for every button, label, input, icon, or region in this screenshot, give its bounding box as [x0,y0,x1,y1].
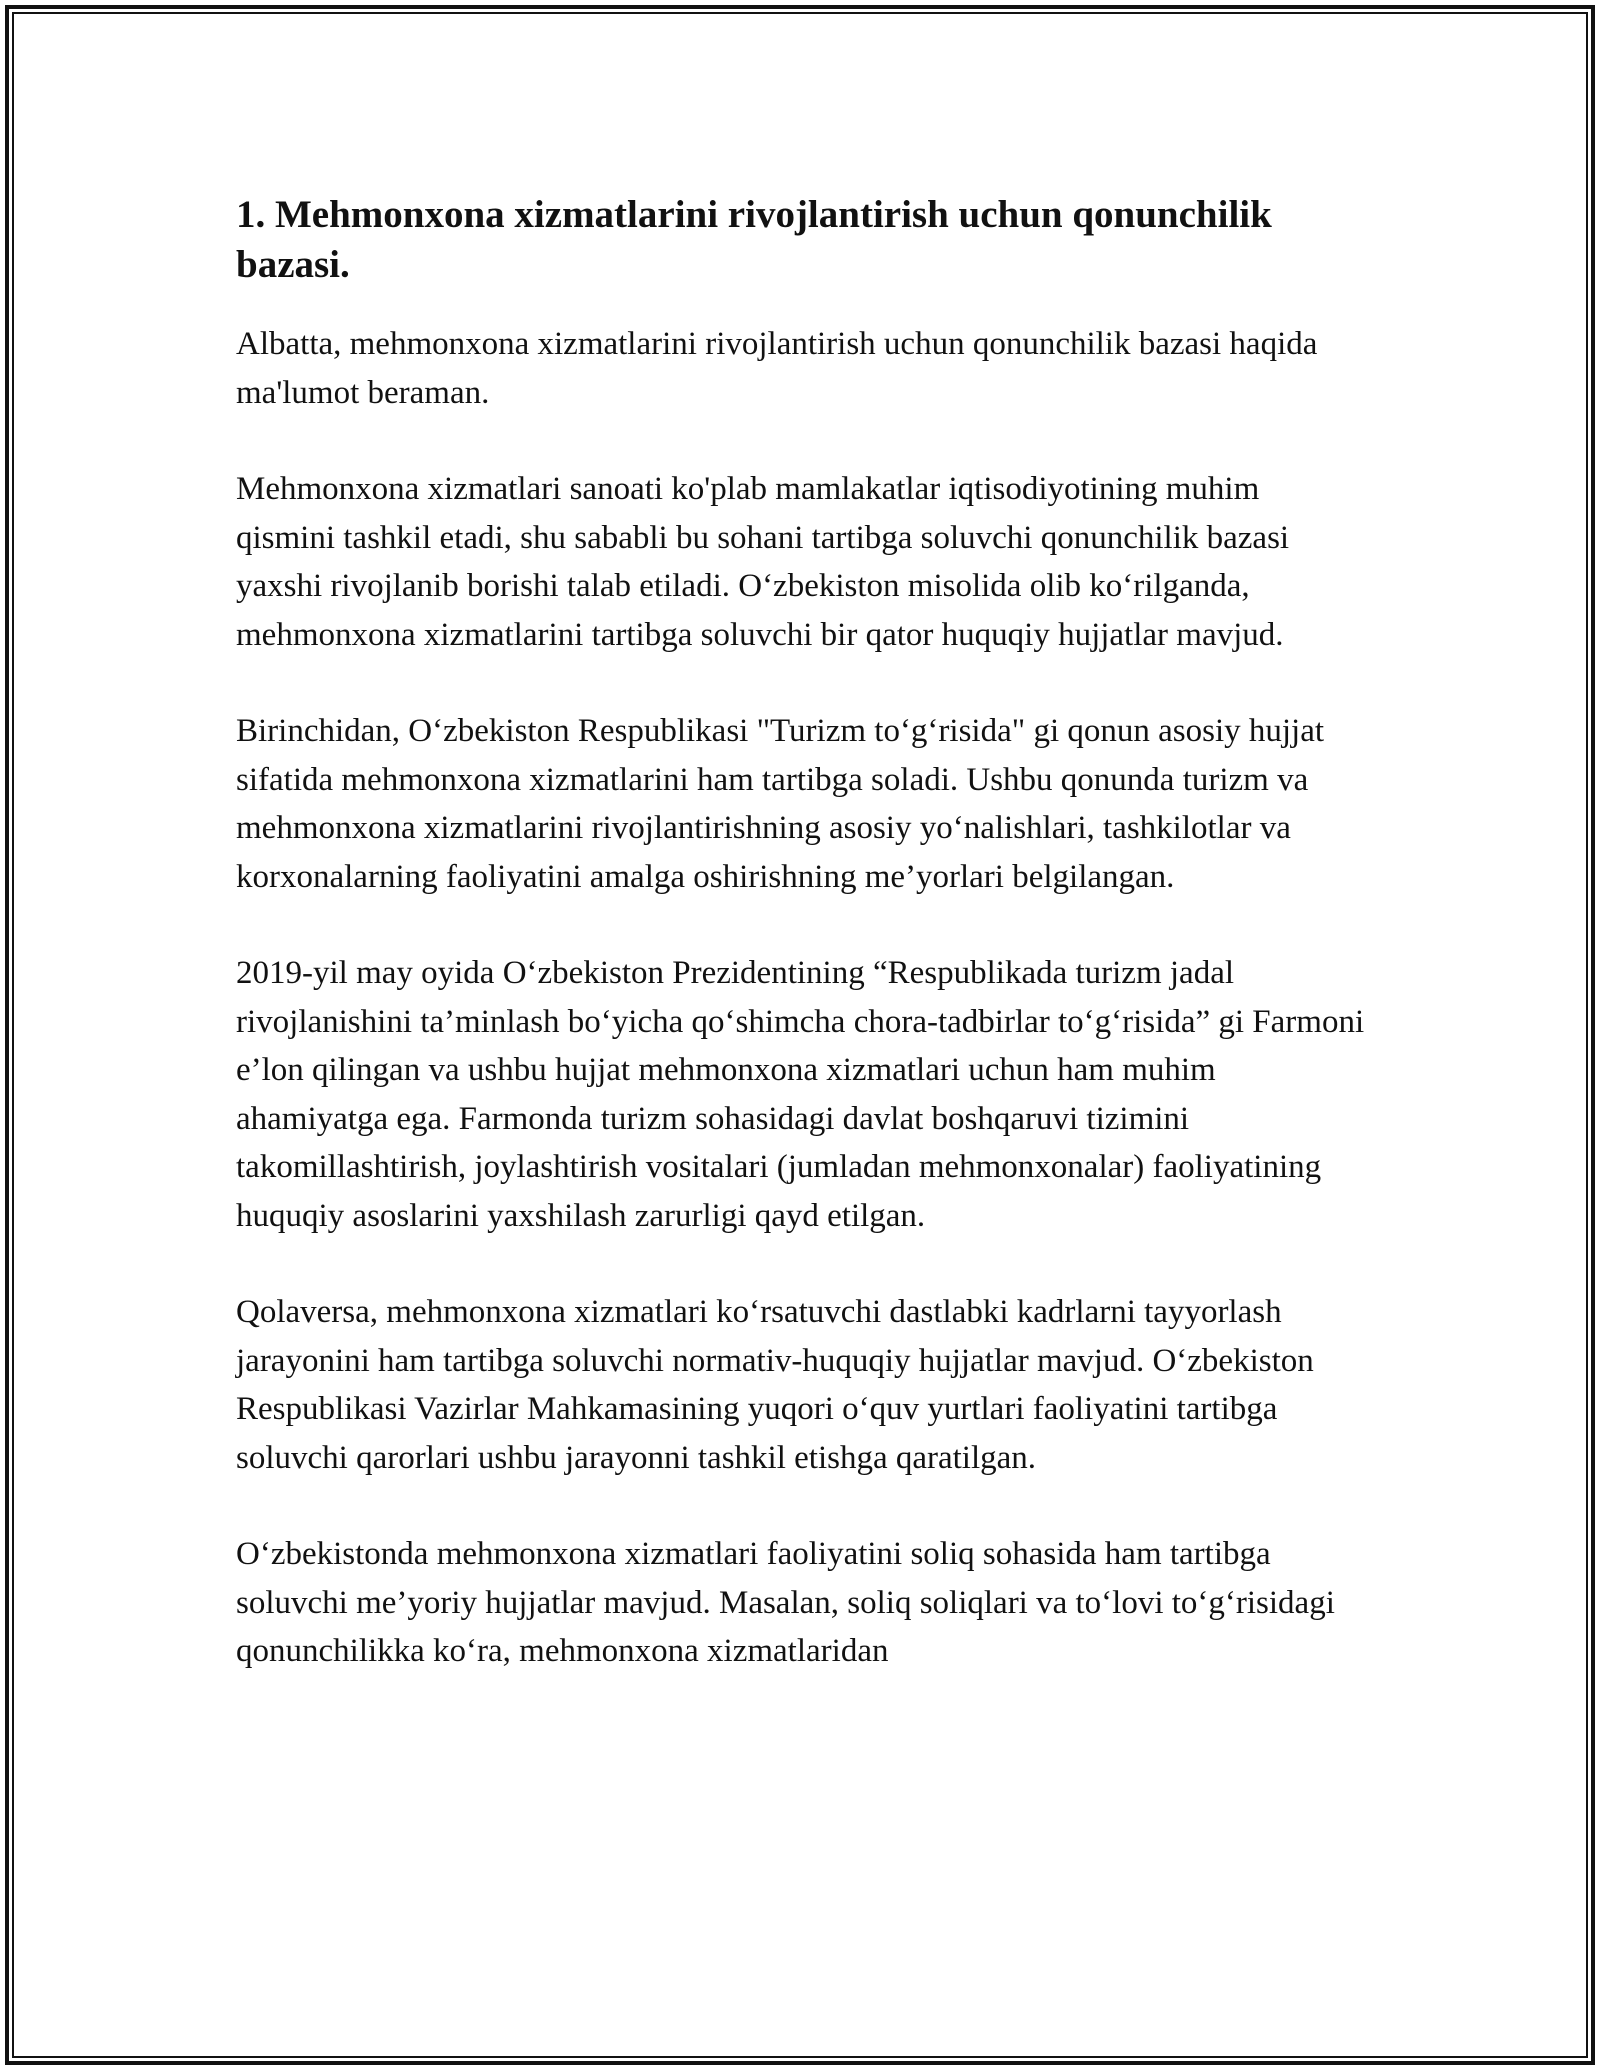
paragraph-industry-overview: Mehmonxona xizmatlari sanoati ko'plab mamlakatlar iqtisodiyotining muhim qismini tashkil etadi, shu sababli bu sohani tartibga soluvchi qonunchilik bazasi yaxshi rivojlanib borishi talab etiladi. O‘zbekiston misolida olib ko‘rilganda, mehmonxona xizmatlarini tartibga soluvchi bir qator huquqiy hujjatlar mavjud. [236,471,1290,653]
section-heading: 1. Mehmonxona xizmatlarini rivojlantirish uchun qonunchilik bazasi. [236,193,1272,286]
paragraph-presidential-decree: 2019-yil may oyida O‘zbekiston Prezidentining “Respublikada turizm jadal rivojlanishini ta’minlash bo‘yicha qo‘shimcha chora-tadbirlar to‘g‘risida” gi Farmoni e’lon qilingan va ushbu hujjat mehmonxona xizmatlari uchun ham muhim ahamiyatga ega. Farmonda turizm sohasidagi davlat boshqaruvi tizimini takomillashtirish, joylashtirish vositalari (jumladan mehmonxonalar) faoliyatining huquqiy asoslarini yaxshilash zarurligi qayd etilgan. [236,955,1365,1234]
document-body [236,190,1366,1724]
paragraph-intro: Albatta, mehmonxona xizmatlarini rivojlantirish uchun qonunchilik bazasi haqida ma'lumot beraman. [236,326,1318,411]
paragraph-tax-regulation: O‘zbekistonda mehmonxona xizmatlari faoliyatini soliq sohasida ham tartibga soluvchi me’yoriy hujjatlar mavjud. Masalan, soliq soliqlari va to‘lovi to‘g‘risidagi qonunchilikka ko‘ra, mehmonxona xizmatlaridan [236,1536,1335,1669]
paragraph-staff-training: Qolaversa, mehmonxona xizmatlari ko‘rsatuvchi dastlabki kadrlarni tayyorlash jarayonini ham tartibga soluvchi normativ-huquqiy hujjatlar mavjud. O‘zbekiston Respublikasi Vazirlar Mahkamasining yuqori o‘quv yurtlari faoliyatini tartibga soluvchi qarorlari ushbu jarayonni tashkil etishga qaratilgan. [236,1294,1314,1476]
paragraph-tourism-law: Birinchidan, O‘zbekiston Respublikasi "Turizm to‘g‘risida" gi qonun asosiy hujjat sifatida mehmonxona xizmatlarini ham tartibga soladi. Ushbu qonunda turizm va mehmonxona xizmatlarini rivojlantirishning asosiy yo‘nalishlari, tashkilotlar va korxonalarning faoliyatini amalga oshirishning me’yorlari belgilangan. [236,713,1325,895]
